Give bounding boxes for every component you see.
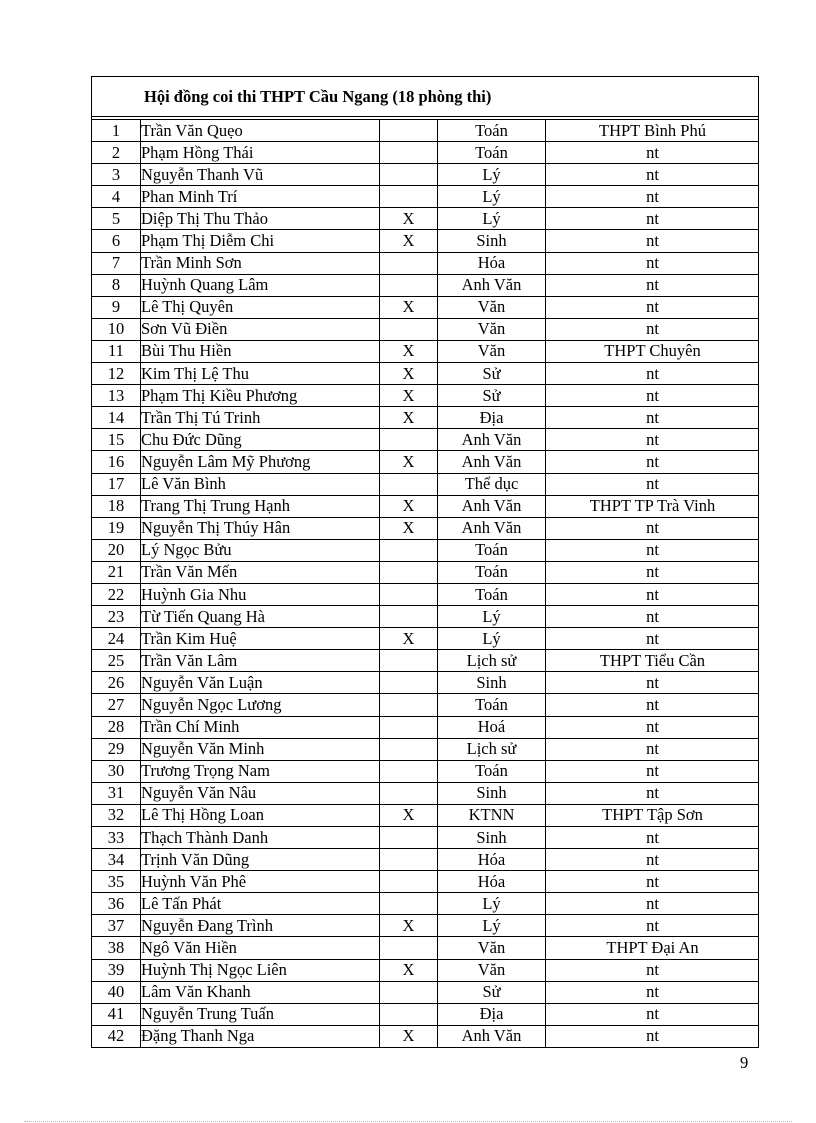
mark-cell: X bbox=[380, 363, 438, 385]
subject-cell: Toán bbox=[438, 760, 546, 782]
subject-cell: Sinh bbox=[438, 230, 546, 252]
school-cell: nt bbox=[546, 252, 760, 274]
row-number: 9 bbox=[92, 296, 141, 318]
school-cell: nt bbox=[546, 849, 760, 871]
subject-cell: Văn bbox=[438, 318, 546, 340]
examiner-name: Lê Thị Hồng Loan bbox=[141, 804, 380, 826]
table-row bbox=[92, 318, 759, 340]
subject-cell: Lý bbox=[438, 606, 546, 628]
subject-cell: Sử bbox=[438, 385, 546, 407]
mark-cell bbox=[380, 274, 438, 296]
table-row bbox=[92, 1003, 759, 1025]
examiner-name: Trần Minh Sơn bbox=[141, 252, 380, 274]
subject-cell: Địa bbox=[438, 407, 546, 429]
table-row bbox=[92, 694, 759, 716]
mark-cell bbox=[380, 606, 438, 628]
mark-cell: X bbox=[380, 451, 438, 473]
table-row bbox=[92, 407, 759, 429]
table-row bbox=[92, 473, 759, 495]
row-number: 36 bbox=[92, 893, 141, 915]
row-number: 19 bbox=[92, 517, 141, 539]
mark-cell bbox=[380, 672, 438, 694]
subject-cell: Anh Văn bbox=[438, 451, 546, 473]
examiner-name: Sơn Vũ Điền bbox=[141, 318, 380, 340]
row-number: 32 bbox=[92, 804, 141, 826]
mark-cell bbox=[380, 539, 438, 561]
subject-cell: Anh Văn bbox=[438, 1025, 546, 1047]
table-row bbox=[92, 583, 759, 605]
school-cell: nt bbox=[546, 915, 760, 937]
table-row bbox=[92, 186, 759, 208]
mark-cell: X bbox=[380, 1025, 438, 1047]
table-row bbox=[92, 650, 759, 672]
row-number: 41 bbox=[92, 1003, 141, 1025]
row-number: 30 bbox=[92, 760, 141, 782]
table-row bbox=[92, 672, 759, 694]
table-row bbox=[92, 274, 759, 296]
row-number: 24 bbox=[92, 628, 141, 650]
subject-cell: Sử bbox=[438, 363, 546, 385]
subject-cell: Sinh bbox=[438, 672, 546, 694]
examiner-name: Phạm Thị Kiều Phương bbox=[141, 385, 380, 407]
mark-cell bbox=[380, 827, 438, 849]
school-cell: nt bbox=[546, 164, 760, 186]
examiner-name: Diệp Thị Thu Thảo bbox=[141, 208, 380, 230]
subject-cell: Lịch sử bbox=[438, 738, 546, 760]
table-row bbox=[92, 385, 759, 407]
examiner-table bbox=[92, 120, 759, 1048]
school-cell: nt bbox=[546, 760, 760, 782]
table-row bbox=[92, 760, 759, 782]
mark-cell: X bbox=[380, 296, 438, 318]
title-row bbox=[92, 77, 758, 117]
school-cell: nt bbox=[546, 738, 760, 760]
mark-cell bbox=[380, 650, 438, 672]
mark-cell bbox=[380, 1003, 438, 1025]
examiner-name: Nguyễn Văn Minh bbox=[141, 738, 380, 760]
table-row bbox=[92, 628, 759, 650]
school-cell: THPT Tiểu Cần bbox=[546, 650, 760, 672]
subject-cell: Lý bbox=[438, 208, 546, 230]
examiner-name: Bùi Thu Hiền bbox=[141, 340, 380, 362]
mark-cell: X bbox=[380, 230, 438, 252]
subject-cell: Sinh bbox=[438, 827, 546, 849]
row-number: 18 bbox=[92, 495, 141, 517]
subject-cell: Toán bbox=[438, 142, 546, 164]
row-number: 33 bbox=[92, 827, 141, 849]
school-cell: nt bbox=[546, 871, 760, 893]
row-number: 8 bbox=[92, 274, 141, 296]
mark-cell bbox=[380, 738, 438, 760]
row-number: 10 bbox=[92, 318, 141, 340]
subject-cell: Toán bbox=[438, 583, 546, 605]
subject-cell: Lý bbox=[438, 893, 546, 915]
table-row bbox=[92, 959, 759, 981]
subject-cell: Anh Văn bbox=[438, 274, 546, 296]
examiner-name: Ngô Văn Hiền bbox=[141, 937, 380, 959]
school-cell: nt bbox=[546, 385, 760, 407]
row-number: 1 bbox=[92, 120, 141, 142]
examiner-name: Kim Thị Lệ Thu bbox=[141, 363, 380, 385]
table-row bbox=[92, 120, 759, 142]
subject-cell: Hoá bbox=[438, 716, 546, 738]
subject-cell: Văn bbox=[438, 296, 546, 318]
row-number: 12 bbox=[92, 363, 141, 385]
subject-cell: Lý bbox=[438, 915, 546, 937]
mark-cell bbox=[380, 120, 438, 142]
table-row bbox=[92, 827, 759, 849]
row-number: 14 bbox=[92, 407, 141, 429]
table-row bbox=[92, 937, 759, 959]
row-number: 11 bbox=[92, 340, 141, 362]
table-row bbox=[92, 606, 759, 628]
row-number: 39 bbox=[92, 959, 141, 981]
mark-cell bbox=[380, 849, 438, 871]
school-cell: nt bbox=[546, 827, 760, 849]
school-cell: nt bbox=[546, 782, 760, 804]
table-row bbox=[92, 451, 759, 473]
examiner-name: Trần Thị Tú Trinh bbox=[141, 407, 380, 429]
mark-cell bbox=[380, 429, 438, 451]
table-row bbox=[92, 208, 759, 230]
subject-cell: Văn bbox=[438, 959, 546, 981]
subject-cell: Hóa bbox=[438, 871, 546, 893]
document-title: Hội đồng coi thi THPT Cầu Ngang (18 phòng thi) bbox=[144, 86, 492, 106]
mark-cell: X bbox=[380, 517, 438, 539]
subject-cell: KTNN bbox=[438, 804, 546, 826]
examiner-table-body bbox=[92, 120, 759, 1047]
subject-cell: Toán bbox=[438, 120, 546, 142]
mark-cell bbox=[380, 981, 438, 1003]
examiner-name: Huỳnh Quang Lâm bbox=[141, 274, 380, 296]
table-row bbox=[92, 252, 759, 274]
examiner-name: Nguyễn Đang Trình bbox=[141, 915, 380, 937]
row-number: 23 bbox=[92, 606, 141, 628]
table-row bbox=[92, 849, 759, 871]
subject-cell: Lịch sử bbox=[438, 650, 546, 672]
mark-cell bbox=[380, 694, 438, 716]
school-cell: nt bbox=[546, 473, 760, 495]
subject-cell: Hóa bbox=[438, 252, 546, 274]
row-number: 20 bbox=[92, 539, 141, 561]
school-cell: nt bbox=[546, 672, 760, 694]
table-row bbox=[92, 893, 759, 915]
subject-cell: Anh Văn bbox=[438, 429, 546, 451]
subject-cell: Sử bbox=[438, 981, 546, 1003]
school-cell: nt bbox=[546, 1025, 760, 1047]
table-row bbox=[92, 981, 759, 1003]
examiner-name: Thạch Thành Danh bbox=[141, 827, 380, 849]
subject-cell: Toán bbox=[438, 539, 546, 561]
row-number: 35 bbox=[92, 871, 141, 893]
row-number: 28 bbox=[92, 716, 141, 738]
school-cell: nt bbox=[546, 142, 760, 164]
table-row bbox=[92, 539, 759, 561]
school-cell: nt bbox=[546, 1003, 760, 1025]
school-cell: THPT Tập Sơn bbox=[546, 804, 760, 826]
row-number: 17 bbox=[92, 473, 141, 495]
row-number: 2 bbox=[92, 142, 141, 164]
school-cell: nt bbox=[546, 959, 760, 981]
row-number: 4 bbox=[92, 186, 141, 208]
school-cell: nt bbox=[546, 208, 760, 230]
school-cell: THPT Đại An bbox=[546, 937, 760, 959]
examiner-name: Nguyễn Trung Tuấn bbox=[141, 1003, 380, 1025]
school-cell: nt bbox=[546, 318, 760, 340]
table-row bbox=[92, 296, 759, 318]
mark-cell bbox=[380, 252, 438, 274]
row-number: 21 bbox=[92, 561, 141, 583]
school-cell: nt bbox=[546, 407, 760, 429]
mark-cell: X bbox=[380, 208, 438, 230]
examiner-name: Nguyễn Thị Thúy Hân bbox=[141, 517, 380, 539]
table-row bbox=[92, 915, 759, 937]
subject-cell: Thể dục bbox=[438, 473, 546, 495]
subject-cell: Toán bbox=[438, 561, 546, 583]
mark-cell bbox=[380, 318, 438, 340]
mark-cell: X bbox=[380, 340, 438, 362]
mark-cell bbox=[380, 782, 438, 804]
examiner-name: Trần Văn Mến bbox=[141, 561, 380, 583]
school-cell: nt bbox=[546, 561, 760, 583]
table-row bbox=[92, 230, 759, 252]
mark-cell bbox=[380, 893, 438, 915]
subject-cell: Toán bbox=[438, 694, 546, 716]
table-row bbox=[92, 164, 759, 186]
mark-cell bbox=[380, 561, 438, 583]
page-number: 9 bbox=[740, 1053, 749, 1072]
examiner-name: Phạm Hồng Thái bbox=[141, 142, 380, 164]
school-cell: THPT TP Trà Vinh bbox=[546, 495, 760, 517]
school-cell: nt bbox=[546, 274, 760, 296]
row-number: 29 bbox=[92, 738, 141, 760]
examiner-name: Trần Kim Huệ bbox=[141, 628, 380, 650]
subject-cell: Anh Văn bbox=[438, 517, 546, 539]
school-cell: THPT Chuyên bbox=[546, 340, 760, 362]
examiner-name: Huỳnh Văn Phê bbox=[141, 871, 380, 893]
table-row bbox=[92, 1025, 759, 1047]
row-number: 6 bbox=[92, 230, 141, 252]
school-cell: nt bbox=[546, 451, 760, 473]
table-row bbox=[92, 561, 759, 583]
mark-cell bbox=[380, 473, 438, 495]
row-number: 34 bbox=[92, 849, 141, 871]
examiner-name: Lý Ngọc Bửu bbox=[141, 539, 380, 561]
row-number: 5 bbox=[92, 208, 141, 230]
examiner-name: Từ Tiến Quang Hà bbox=[141, 606, 380, 628]
mark-cell bbox=[380, 716, 438, 738]
row-number: 27 bbox=[92, 694, 141, 716]
school-cell: nt bbox=[546, 429, 760, 451]
school-cell: nt bbox=[546, 186, 760, 208]
examiner-name: Trương Trọng Nam bbox=[141, 760, 380, 782]
examiner-name: Trịnh Văn Dũng bbox=[141, 849, 380, 871]
examiner-name: Nguyễn Thanh Vũ bbox=[141, 164, 380, 186]
school-cell: THPT Bình Phú bbox=[546, 120, 760, 142]
table-row bbox=[92, 782, 759, 804]
subject-cell: Lý bbox=[438, 186, 546, 208]
school-cell: nt bbox=[546, 230, 760, 252]
school-cell: nt bbox=[546, 981, 760, 1003]
mark-cell bbox=[380, 583, 438, 605]
examiner-name: Đặng Thanh Nga bbox=[141, 1025, 380, 1047]
school-cell: nt bbox=[546, 517, 760, 539]
mark-cell bbox=[380, 186, 438, 208]
school-cell: nt bbox=[546, 893, 760, 915]
row-number: 31 bbox=[92, 782, 141, 804]
examiner-name: Huỳnh Thị Ngọc Liên bbox=[141, 959, 380, 981]
examiner-name: Nguyễn Ngọc Lương bbox=[141, 694, 380, 716]
mark-cell: X bbox=[380, 915, 438, 937]
table-row bbox=[92, 871, 759, 893]
row-number: 7 bbox=[92, 252, 141, 274]
row-number: 15 bbox=[92, 429, 141, 451]
mark-cell: X bbox=[380, 959, 438, 981]
mark-cell: X bbox=[380, 495, 438, 517]
examiner-name: Phan Minh Trí bbox=[141, 186, 380, 208]
examiner-name: Lê Tấn Phát bbox=[141, 893, 380, 915]
table-row bbox=[92, 738, 759, 760]
school-cell: nt bbox=[546, 606, 760, 628]
school-cell: nt bbox=[546, 694, 760, 716]
mark-cell bbox=[380, 937, 438, 959]
examiner-name: Trần Chí Minh bbox=[141, 716, 380, 738]
examiner-name: Nguyễn Lâm Mỹ Phương bbox=[141, 451, 380, 473]
mark-cell bbox=[380, 760, 438, 782]
subject-cell: Sinh bbox=[438, 782, 546, 804]
subject-cell: Lý bbox=[438, 164, 546, 186]
row-number: 26 bbox=[92, 672, 141, 694]
row-number: 38 bbox=[92, 937, 141, 959]
examiner-name: Phạm Thị Diễm Chi bbox=[141, 230, 380, 252]
table-row bbox=[92, 495, 759, 517]
examiner-roster-sheet bbox=[91, 76, 759, 1048]
row-number: 22 bbox=[92, 583, 141, 605]
school-cell: nt bbox=[546, 296, 760, 318]
table-row bbox=[92, 429, 759, 451]
mark-cell bbox=[380, 164, 438, 186]
table-row bbox=[92, 363, 759, 385]
subject-cell: Anh Văn bbox=[438, 495, 546, 517]
examiner-name: Lâm Văn Khanh bbox=[141, 981, 380, 1003]
subject-cell: Lý bbox=[438, 628, 546, 650]
table-row bbox=[92, 340, 759, 362]
mark-cell: X bbox=[380, 385, 438, 407]
table-row bbox=[92, 142, 759, 164]
examiner-name: Huỳnh Gia Nhu bbox=[141, 583, 380, 605]
school-cell: nt bbox=[546, 716, 760, 738]
examiner-name: Nguyễn Văn Luận bbox=[141, 672, 380, 694]
school-cell: nt bbox=[546, 363, 760, 385]
subject-cell: Hóa bbox=[438, 849, 546, 871]
row-number: 25 bbox=[92, 650, 141, 672]
mark-cell: X bbox=[380, 804, 438, 826]
row-number: 3 bbox=[92, 164, 141, 186]
mark-cell: X bbox=[380, 407, 438, 429]
school-cell: nt bbox=[546, 539, 760, 561]
examiner-name: Trần Văn Quẹo bbox=[141, 120, 380, 142]
examiner-name: Trần Văn Lâm bbox=[141, 650, 380, 672]
table-row bbox=[92, 804, 759, 826]
row-number: 13 bbox=[92, 385, 141, 407]
row-number: 42 bbox=[92, 1025, 141, 1047]
row-number: 16 bbox=[92, 451, 141, 473]
examiner-name: Trang Thị Trung Hạnh bbox=[141, 495, 380, 517]
subject-cell: Địa bbox=[438, 1003, 546, 1025]
mark-cell bbox=[380, 142, 438, 164]
table-row bbox=[92, 517, 759, 539]
row-number: 37 bbox=[92, 915, 141, 937]
subject-cell: Văn bbox=[438, 340, 546, 362]
row-number: 40 bbox=[92, 981, 141, 1003]
mark-cell bbox=[380, 871, 438, 893]
school-cell: nt bbox=[546, 583, 760, 605]
examiner-name: Chu Đức Dũng bbox=[141, 429, 380, 451]
examiner-name: Lê Văn Bình bbox=[141, 473, 380, 495]
mark-cell: X bbox=[380, 628, 438, 650]
subject-cell: Văn bbox=[438, 937, 546, 959]
school-cell: nt bbox=[546, 628, 760, 650]
table-row bbox=[92, 716, 759, 738]
footer-divider bbox=[24, 1121, 792, 1122]
examiner-name: Lê Thị Quyên bbox=[141, 296, 380, 318]
examiner-name: Nguyễn Văn Nâu bbox=[141, 782, 380, 804]
